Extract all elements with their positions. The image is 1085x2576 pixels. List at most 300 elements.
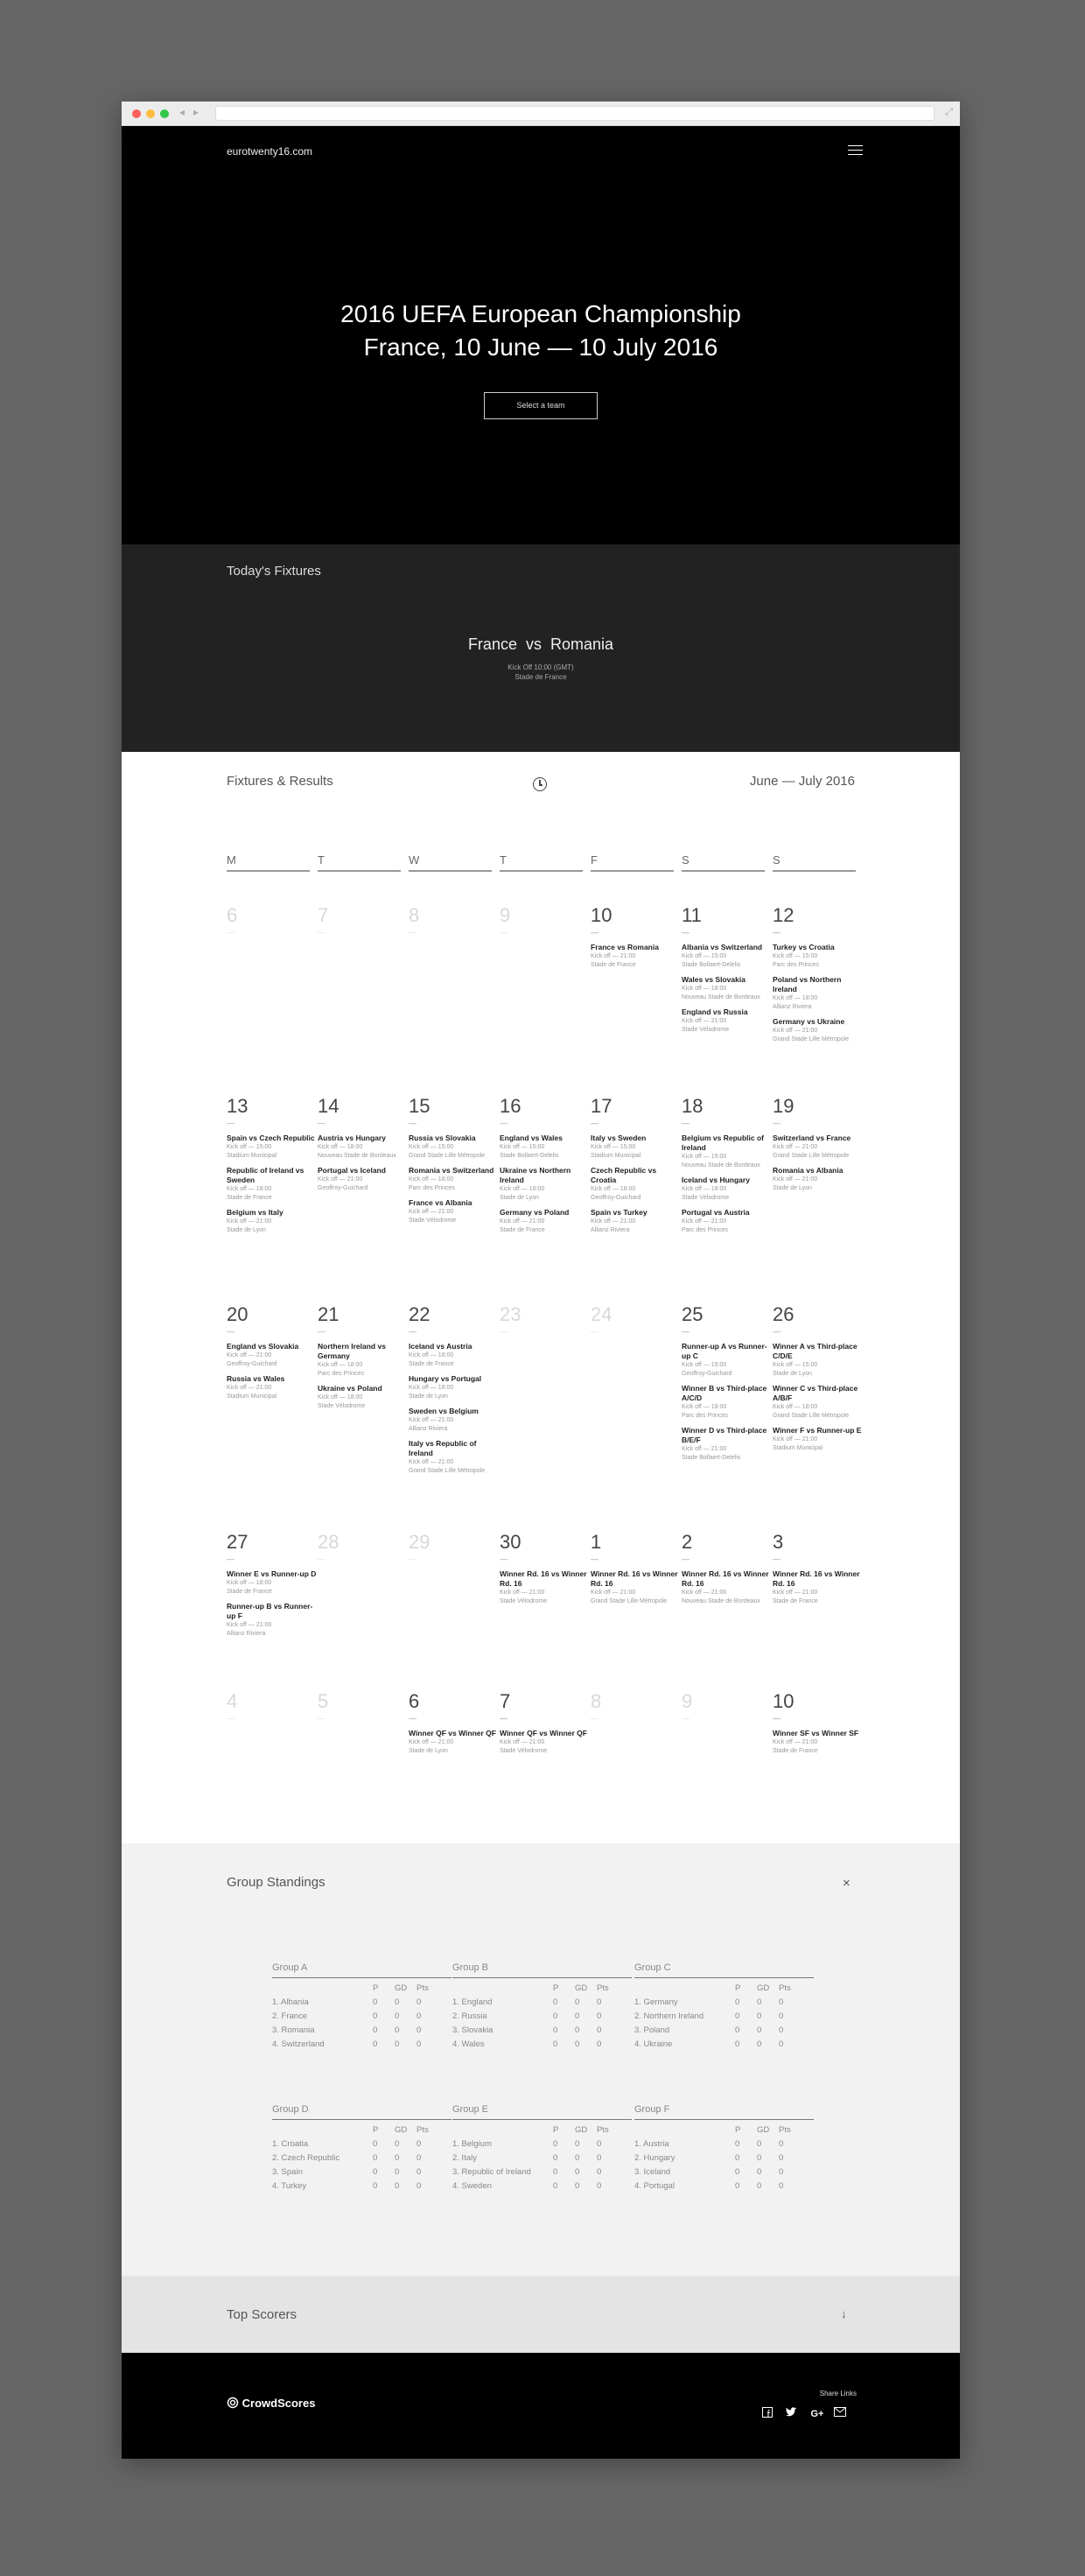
group-name: Group A (272, 1962, 452, 1978)
fixture-venue: Stadium Municipal (227, 1153, 277, 1159)
stat-value: 0 (395, 2039, 400, 2049)
fixture-teams: Runner-up B vs Runner-up F (227, 1602, 313, 1620)
fixture-venue: Parc des Princes (682, 1227, 728, 1233)
team-name: 3. Poland (634, 2025, 670, 2035)
fixture-kickoff: Kick off — 18:00 (318, 1394, 363, 1400)
day-header: S (773, 853, 856, 872)
minimize-window-icon[interactable] (146, 109, 155, 118)
todays-fixtures-heading: Today's Fixtures (227, 564, 321, 579)
menu-icon[interactable] (848, 145, 863, 156)
site-logo[interactable]: eurotwenty16.com (227, 145, 313, 158)
fixture-kickoff: Kick off — 21:00 (773, 1028, 818, 1034)
fixture-kickoff: Kick off — 21:00 (682, 1446, 727, 1452)
day-separator: — (318, 1555, 326, 1563)
arrow-down-icon[interactable]: ↓ (841, 2307, 847, 2320)
stat-value: 0 (553, 2153, 558, 2163)
fixture-venue: Stade de Lyon (773, 1371, 812, 1377)
fixture-item[interactable] (682, 1134, 773, 1170)
fixture-venue: Parc des Princes (409, 1185, 455, 1191)
team-name: 4. Sweden (452, 2181, 492, 2191)
column-header: P (735, 2125, 741, 2135)
fixture-venue: Stade Bollaert-Delelis (682, 1455, 741, 1461)
standings-row[interactable] (272, 2179, 452, 2193)
column-header: Pts (597, 1983, 609, 1993)
fixture-teams: Albania vs Switzerland (682, 943, 763, 951)
column-header: GD (395, 2125, 408, 2135)
fixture-details (227, 1218, 318, 1235)
fixture-item[interactable] (682, 1384, 773, 1421)
fixture-item[interactable] (227, 1374, 318, 1401)
fixture-item[interactable] (500, 1729, 591, 1756)
group-header-row (272, 1982, 452, 1996)
fixture-teams: Winner QF vs Winner QF (409, 1729, 496, 1737)
fixture-venue: Parc des Princes (773, 962, 819, 968)
group-table (272, 2104, 452, 2193)
standings-row[interactable] (272, 2165, 452, 2179)
fixture-item[interactable] (773, 1426, 864, 1453)
standings-row[interactable] (452, 2151, 632, 2165)
day-number: 24 (591, 1303, 612, 1325)
standings-row[interactable] (452, 2137, 632, 2151)
fixture-teams: Winner C vs Third-place A/B/F (773, 1384, 858, 1402)
fixture-item[interactable] (773, 1166, 864, 1193)
group-header-row (272, 2123, 452, 2137)
fixture-teams: Ukraine vs Poland (318, 1384, 382, 1393)
calendar-day (773, 1303, 864, 1458)
stat-value: 0 (597, 2181, 602, 2191)
fixture-kickoff: Kick off — 18:00 (409, 1176, 454, 1183)
fixture-details (409, 1416, 500, 1434)
stat-value: 0 (416, 2011, 422, 2021)
day-separator: — (227, 1714, 234, 1723)
venue: Stade de France (514, 673, 567, 681)
mail-icon[interactable] (833, 2407, 847, 2421)
fixture-details (409, 1176, 500, 1193)
fixture-details (409, 1351, 500, 1369)
fixture-venue: Stade de France (409, 1361, 454, 1367)
day-number: 1 (591, 1531, 602, 1553)
fixture-venue: Stade Bollaert-Delelis (500, 1153, 559, 1159)
clock-icon[interactable] (533, 777, 547, 791)
column-header: Pts (416, 2125, 429, 2135)
fixture-details (227, 1579, 318, 1597)
stat-value: 0 (597, 2139, 602, 2149)
fixture-kickoff: Kick off — 21:00 (227, 1218, 272, 1225)
day-separator: — (500, 1714, 508, 1723)
stat-value: 0 (757, 2039, 762, 2049)
day-separator: — (773, 1119, 780, 1127)
calendar-day (682, 1690, 773, 1729)
standings-row[interactable] (452, 2165, 632, 2179)
fixture-kickoff: Kick off — 21:00 (682, 1218, 727, 1225)
close-window-icon[interactable] (132, 109, 141, 118)
calendar-day (409, 904, 500, 943)
fixture-teams: Russia vs Wales (227, 1374, 285, 1383)
fixture-kickoff: Kick off — 15:00 (500, 1144, 545, 1150)
stat-value: 0 (373, 2039, 378, 2049)
calendar-day (500, 1690, 591, 1761)
column-header: GD (757, 1983, 770, 1993)
team-name: 1. Belgium (452, 2139, 492, 2149)
fixture-item[interactable] (227, 1602, 318, 1639)
group-table (452, 2104, 632, 2193)
fixture-details (682, 1017, 773, 1035)
fixture-details (773, 1403, 864, 1421)
group-name: Group D (272, 2104, 452, 2120)
fixture-kickoff: Kick off — 18:00 (409, 1385, 454, 1391)
fixture-item[interactable] (682, 1208, 773, 1235)
fixture-details (773, 1027, 864, 1044)
fixture-venue: Stadium Municipal (227, 1393, 277, 1400)
fixture-kickoff: Kick off — 18:00 (773, 1404, 818, 1410)
stat-value: 0 (757, 2011, 762, 2021)
fixture-venue: Grand Stade Lille Métropole (773, 1153, 850, 1159)
standings-row[interactable] (452, 2038, 632, 2052)
team-name: 3. Romania (272, 2025, 315, 2035)
fixture-details (773, 1738, 864, 1756)
fixture-venue: Stade Vélodrome (682, 1027, 730, 1033)
fixture-item[interactable] (500, 1166, 591, 1203)
stat-value: 0 (373, 2167, 378, 2177)
fixture-kickoff: Kick off — 18:00 (318, 1144, 363, 1150)
fixture-item[interactable] (773, 1729, 864, 1756)
fixture-details (682, 1185, 773, 1203)
fixture-item[interactable] (318, 1342, 409, 1379)
stat-value: 0 (735, 2025, 740, 2035)
fixture-teams: Ukraine vs Northern Ireland (500, 1166, 571, 1184)
fixture-teams: Winner A vs Third-place C/D/E (773, 1342, 858, 1360)
calendar-day (227, 1531, 318, 1644)
calendar-day (318, 904, 409, 943)
stat-value: 0 (757, 1997, 762, 2007)
standings-row[interactable] (634, 1996, 814, 2010)
fullscreen-icon[interactable]: ⤢ (945, 107, 953, 117)
stat-value: 0 (553, 2139, 558, 2149)
fixture-item[interactable] (409, 1134, 500, 1161)
fixture-item[interactable] (318, 1384, 409, 1411)
standings-row[interactable] (634, 2165, 814, 2179)
fixture-item[interactable] (227, 1208, 318, 1235)
fixture-kickoff: Kick off — 21:00 (227, 1352, 272, 1358)
day-number: 9 (682, 1690, 693, 1712)
fixture-item[interactable] (591, 1569, 682, 1606)
fixture-teams: Spain vs Turkey (591, 1208, 648, 1217)
fixture-venue: Stade Vélodrome (318, 1403, 366, 1409)
stat-value: 0 (373, 2181, 378, 2191)
fixture-teams: Runner-up A vs Runner-up C (682, 1342, 767, 1360)
fixture-venue: Stade de Lyon (409, 1393, 448, 1400)
fixture-item[interactable] (409, 1729, 500, 1756)
stat-value: 0 (553, 2025, 558, 2035)
fixture-item[interactable] (227, 1342, 318, 1369)
fixture-item[interactable] (227, 1134, 318, 1161)
fixture-venue: Grand Stade Lille Métropole (773, 1036, 850, 1042)
fixtures-heading: Fixtures & Results (227, 774, 333, 789)
standings-row[interactable] (634, 2038, 814, 2052)
back-icon[interactable]: ◂ (179, 106, 186, 118)
fixture-teams: France vs Romania (591, 943, 659, 951)
stat-value: 0 (395, 2167, 400, 2177)
fixture-item[interactable] (227, 1166, 318, 1203)
standings-row[interactable] (272, 1996, 452, 2010)
fixture-details (227, 1621, 318, 1639)
featured-match[interactable] (122, 635, 960, 654)
fixture-item[interactable] (773, 975, 864, 1012)
stat-value: 0 (757, 2139, 762, 2149)
stat-value: 0 (395, 2153, 400, 2163)
standings-row[interactable] (634, 2010, 814, 2024)
fixture-item[interactable] (409, 1342, 500, 1369)
twitter-icon[interactable] (784, 2407, 798, 2421)
team-name: 4. Ukraine (634, 2039, 673, 2049)
calendar-day (682, 904, 773, 1040)
stat-value: 0 (395, 2181, 400, 2191)
fixture-item[interactable] (318, 1166, 409, 1193)
standings-row[interactable] (452, 2010, 632, 2024)
fixture-item[interactable] (682, 1176, 773, 1203)
fixture-item[interactable] (773, 1384, 864, 1421)
fixture-kickoff: Kick off — 15:00 (773, 953, 818, 959)
standings-row[interactable] (452, 2024, 632, 2038)
fixture-kickoff: Kick off — 21:00 (409, 1739, 454, 1745)
calendar-day (591, 904, 682, 975)
share-links-label: Share Links (819, 2390, 857, 2397)
day-separator: — (773, 928, 780, 937)
standings-row[interactable] (272, 2151, 452, 2165)
group-header-row (634, 1982, 814, 1996)
google-plus-icon[interactable]: G+ (810, 2409, 824, 2419)
standings-row[interactable] (634, 2179, 814, 2193)
fixture-venue: Allianz Riviera (591, 1227, 630, 1233)
fixture-teams: Russia vs Slovakia (409, 1134, 476, 1142)
stat-value: 0 (779, 1997, 784, 2007)
fixture-details (773, 1589, 864, 1606)
day-number: 29 (409, 1531, 430, 1553)
calendar-day (318, 1095, 409, 1198)
fixture-teams: Winner SF vs Winner SF (773, 1729, 859, 1737)
day-number: 10 (591, 904, 612, 926)
calendar-day (773, 1690, 864, 1761)
fixture-item[interactable] (500, 1134, 591, 1161)
forward-icon[interactable]: ▸ (193, 106, 200, 118)
fixture-item[interactable] (227, 1569, 318, 1597)
day-number: 16 (500, 1095, 522, 1117)
facebook-icon[interactable] (760, 2407, 774, 2421)
stat-value: 0 (395, 2139, 400, 2149)
fixture-item[interactable] (773, 1342, 864, 1379)
fixture-venue: Stade de France (500, 1227, 545, 1233)
fixture-venue: Grand Stade Lille Métropole (409, 1468, 486, 1474)
stat-value: 0 (735, 2011, 740, 2021)
standings-row[interactable] (634, 2151, 814, 2165)
calendar-day (500, 904, 591, 943)
fixture-kickoff: Kick off — 15:00 (591, 1144, 636, 1150)
fixture-kickoff: Kick off — 15:00 (227, 1144, 272, 1150)
day-separator: — (682, 1714, 690, 1723)
fixture-item[interactable] (591, 1166, 682, 1203)
fixture-venue: Geoffroy-Guichard (591, 1195, 641, 1201)
day-number: 17 (591, 1095, 612, 1117)
standings-row[interactable] (272, 2024, 452, 2038)
close-icon[interactable]: × (843, 1876, 850, 1891)
fixture-teams: Poland vs Northern Ireland (773, 975, 842, 993)
fixture-item[interactable] (500, 1208, 591, 1235)
team-name: 4. Switzerland (272, 2039, 325, 2049)
calendar-day (773, 904, 864, 1049)
fixture-details (500, 1589, 591, 1606)
select-team-button[interactable]: Select a team (484, 392, 598, 419)
team-name: 2. Northern Ireland (634, 2011, 704, 2021)
fixture-kickoff: Kick off — 21:00 (409, 1209, 454, 1215)
fixture-kickoff: Kick off — 21:00 (318, 1176, 363, 1183)
crowdscores-logo-icon (227, 2397, 239, 2409)
stat-value: 0 (553, 2167, 558, 2177)
fixture-kickoff: Kick off — 15:00 (773, 1362, 818, 1368)
browser-toolbar (122, 102, 960, 126)
fixture-details (409, 1384, 500, 1401)
fixture-details (682, 1361, 773, 1379)
fixture-venue: Stadium Municipal (591, 1153, 641, 1159)
fixture-item[interactable] (318, 1134, 409, 1161)
stat-value: 0 (575, 2181, 580, 2191)
day-separator: — (773, 1327, 780, 1336)
fixture-item[interactable] (409, 1407, 500, 1434)
team-name: 2. Russia (452, 2011, 487, 2021)
fixture-item[interactable] (682, 1342, 773, 1379)
fixture-item[interactable] (591, 1208, 682, 1235)
fixture-item[interactable] (500, 1569, 591, 1606)
stat-value: 0 (779, 2011, 784, 2021)
fixture-details (227, 1185, 318, 1203)
standings-row[interactable] (272, 2038, 452, 2052)
standings-row[interactable] (634, 2024, 814, 2038)
stat-value: 0 (757, 2025, 762, 2035)
team-name: 4. Portugal (634, 2181, 675, 2191)
fixture-kickoff: Kick off — 18:00 (409, 1352, 454, 1358)
standings-row[interactable] (272, 2137, 452, 2151)
group-name: Group E (452, 2104, 632, 2120)
standings-row[interactable] (272, 2010, 452, 2024)
day-number: 30 (500, 1531, 522, 1553)
fixture-details (682, 1403, 773, 1421)
fixture-item[interactable] (409, 1374, 500, 1401)
stat-value: 0 (597, 1997, 602, 2007)
fixture-item[interactable] (773, 1017, 864, 1044)
standings-row[interactable] (452, 2179, 632, 2193)
fixture-teams: England vs Russia (682, 1007, 748, 1016)
stat-value: 0 (575, 2039, 580, 2049)
hero-title (122, 298, 960, 364)
fixture-teams: Wales vs Slovakia (682, 975, 746, 984)
column-header: Pts (416, 1983, 429, 1993)
stat-value: 0 (416, 1997, 422, 2007)
fixture-item[interactable] (409, 1198, 500, 1225)
stat-value: 0 (735, 2153, 740, 2163)
fixture-item[interactable] (409, 1439, 500, 1476)
stat-value: 0 (735, 2039, 740, 2049)
column-header: GD (757, 2125, 770, 2135)
fixture-kickoff: Kick off — 18:00 (227, 1186, 272, 1192)
fixture-item[interactable] (682, 1569, 773, 1606)
calendar-day (227, 1095, 318, 1240)
stat-value: 0 (597, 2011, 602, 2021)
calendar-day (682, 1303, 773, 1468)
fixture-teams: Belgium vs Italy (227, 1208, 284, 1217)
day-separator: — (318, 1327, 326, 1336)
standings-row[interactable] (634, 2137, 814, 2151)
calendar-day (318, 1531, 409, 1569)
calendar-day (591, 1095, 682, 1240)
fixture-details (773, 1361, 864, 1379)
fixture-venue: Grand Stade Lille Métropole (773, 1413, 850, 1419)
stat-value: 0 (779, 2039, 784, 2049)
fixture-teams: Austria vs Hungary (318, 1134, 386, 1142)
team-name: 3. Iceland (634, 2167, 671, 2177)
team-name: 2. Italy (452, 2153, 477, 2163)
fixture-kickoff: Kick off — 21:00 (227, 1622, 272, 1628)
stat-value: 0 (735, 2139, 740, 2149)
calendar-day (227, 904, 318, 943)
fixture-item[interactable] (773, 1569, 864, 1606)
fixture-item[interactable] (773, 1134, 864, 1161)
column-header: P (553, 1983, 559, 1993)
fixture-details (773, 952, 864, 970)
stat-value: 0 (416, 2025, 422, 2035)
fixture-venue: Stade Vélodrome (500, 1748, 548, 1754)
day-separator: — (318, 1714, 326, 1723)
fixture-item[interactable] (591, 943, 682, 970)
column-header: Pts (597, 2125, 609, 2135)
fixture-venue: Stade de France (227, 1589, 272, 1595)
day-separator: — (591, 1327, 598, 1336)
stat-value: 0 (373, 1997, 378, 2007)
calendar-day (409, 1690, 500, 1761)
column-header: GD (575, 1983, 588, 1993)
column-header: P (735, 1983, 741, 1993)
column-header: P (553, 2125, 559, 2135)
fixture-teams: Sweden vs Belgium (409, 1407, 479, 1415)
fixture-details (409, 1143, 500, 1161)
fixture-teams: England vs Wales (500, 1134, 563, 1142)
stat-value: 0 (373, 2011, 378, 2021)
fixture-item[interactable] (682, 1007, 773, 1035)
standings-row[interactable] (452, 1996, 632, 2010)
fixture-details (500, 1143, 591, 1161)
address-bar[interactable] (215, 106, 934, 121)
day-number: 11 (682, 904, 702, 926)
fixture-item[interactable] (682, 943, 773, 970)
group-table (452, 1962, 632, 2052)
fixture-venue: Geoffroy-Guichard (227, 1361, 277, 1367)
fixture-item[interactable] (591, 1134, 682, 1161)
team-name: 1. Albania (272, 1997, 309, 2007)
group-table (634, 2104, 814, 2193)
fixture-item[interactable] (409, 1166, 500, 1193)
fixture-item[interactable] (682, 975, 773, 1002)
stat-value: 0 (416, 2139, 422, 2149)
crowdscores-logo[interactable] (227, 2397, 315, 2410)
stat-value: 0 (553, 2011, 558, 2021)
fixture-item[interactable] (773, 943, 864, 970)
day-separator: — (500, 1555, 508, 1563)
maximize-window-icon[interactable] (160, 109, 169, 118)
calendar-day (682, 1531, 773, 1611)
top-scorers-section[interactable] (122, 2276, 960, 2353)
day-separator: — (409, 928, 416, 937)
stat-value: 0 (373, 2025, 378, 2035)
fixture-item[interactable] (682, 1426, 773, 1463)
fixture-venue: Allianz Riviera (773, 1004, 812, 1010)
